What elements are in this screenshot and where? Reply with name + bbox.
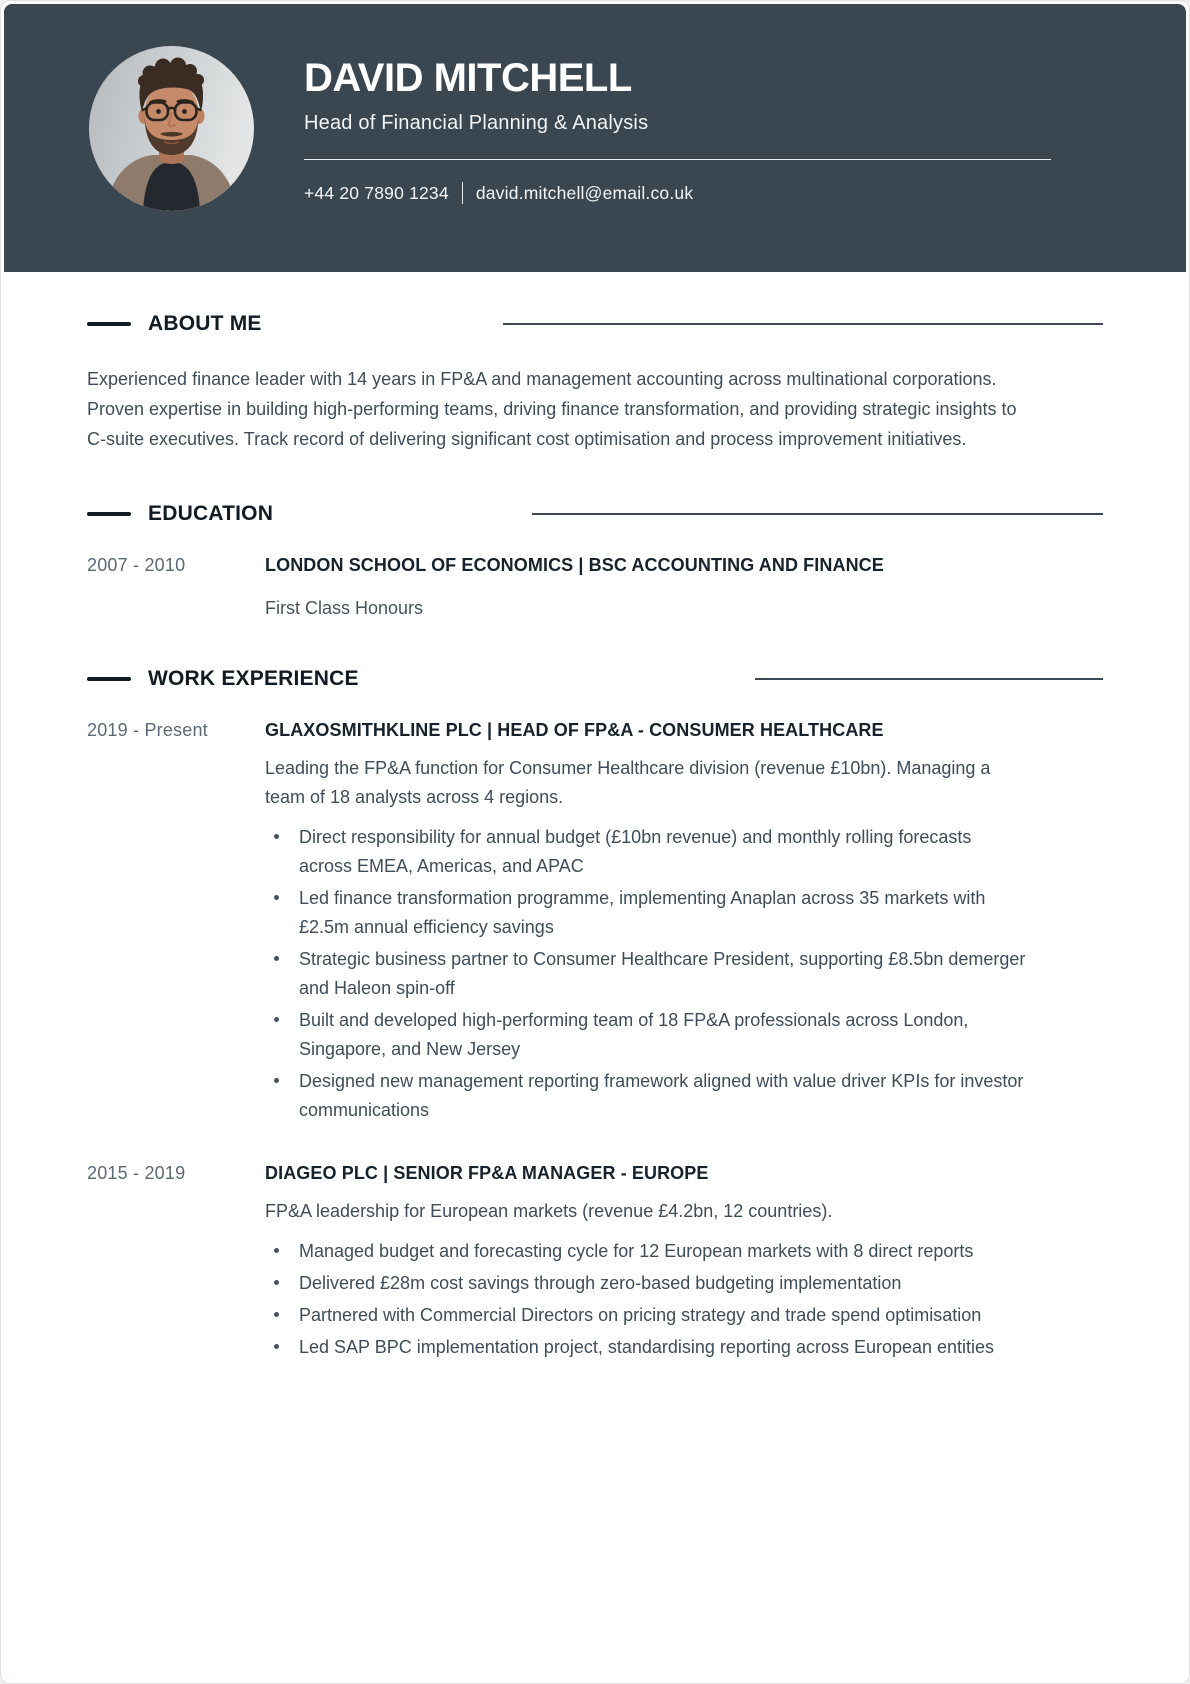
section-work-experience [87,667,1103,1365]
contact-separator [462,182,463,204]
bullet-item: Led SAP BPC implementation project, standardising reporting across European entities [265,1333,1027,1362]
education-entry-main [265,554,1027,619]
header-text-block [304,4,1051,204]
cv-header [4,4,1186,272]
experience-entry-title: DIAGEO PLC | SENIOR FP&A MANAGER - EUROPE [265,1163,709,1183]
education-entry-title: LONDON SCHOOL OF ECONOMICS | BSC ACCOUNTING AND FINANCE [265,555,884,575]
section-heading-work [87,667,1103,691]
cv-body [1,272,1189,1365]
bullet-item: Partnered with Commercial Directors on pricing strategy and trade spend optimisation [265,1301,1027,1330]
section-divider-education [532,513,1103,515]
section-heading-education [87,502,1103,526]
section-divider-about [503,323,1103,325]
about-text: Experienced finance leader with 14 years in FP&A and management accounting across multinational corporations. Proven expertise in building high-performing teams, driving finance transformation, and providing strategic insights to C-suite executives. Track record of delivering significant cost optimisation and process improvement initiatives. [87,369,1017,449]
experience-entry-summary: Leading the FP&A function for Consumer Healthcare division (revenue £10bn). Managing a team of 18 analysts across 4 regions. [265,758,991,807]
bullet-item: Led finance transformation programme, implementing Anaplan across 35 markets with £2.5m annual efficiency savings [265,884,1027,942]
section-education [87,502,1103,619]
bullet-item: Strategic business partner to Consumer Healthcare President, supporting £8.5bn demerger and Haleon spin-off [265,945,1027,1003]
bullet-item: Direct responsibility for annual budget (£10bn revenue) and monthly rolling forecasts across EMEA, Americas, and APAC [265,823,1027,881]
section-heading-about [87,312,1103,336]
education-dates: 2007 - 2010 [87,555,186,575]
section-divider-work [755,678,1103,680]
experience-entry-diageo [87,1162,1103,1365]
experience-entry-main [265,1162,1027,1365]
email-address: david.mitchell@email.co.uk [475,182,694,203]
heading-dash-icon [87,322,131,326]
bullet-item: Delivered £28m cost savings through zero-based budgeting implementation [265,1269,1027,1298]
education-entry-subtitle: First Class Honours [265,598,424,618]
experience-entry-title: GLAXOSMITHKLINE PLC | HEAD OF FP&A - CONSUMER HEALTHCARE [265,720,884,740]
heading-dash-icon [87,677,131,681]
experience-bullet-list [265,1237,1027,1362]
experience-entry-summary: FP&A leadership for European markets (revenue £4.2bn, 12 countries). [265,1201,833,1221]
candidate-name: DAVID MITCHELL [304,56,632,100]
section-title-about: ABOUT ME [148,312,262,335]
contact-row [304,182,1051,204]
job-title: Head of Financial Planning & Analysis [304,112,649,134]
section-title-education: EDUCATION [148,502,274,525]
experience-bullet-list [265,823,1027,1125]
experience-entry-main [265,719,1027,1128]
experience-dates: 2019 - Present [87,720,208,740]
phone-number: +44 20 7890 1234 [304,182,449,203]
section-about [87,312,1103,454]
experience-entry-gsk [87,719,1103,1128]
header-divider [304,159,1051,160]
bullet-item: Designed new management reporting framework aligned with value driver KPIs for investor communications [265,1067,1027,1125]
experience-dates: 2015 - 2019 [87,1163,186,1183]
bullet-item: Built and developed high-performing team of 18 FP&A professionals across London, Singapore, and New Jersey [265,1006,1027,1064]
bullet-item: Managed budget and forecasting cycle for 12 European markets with 8 direct reports [265,1237,1027,1266]
education-entry [87,554,1103,619]
profile-photo-illustration [89,46,254,211]
heading-dash-icon [87,512,131,516]
section-title-work: WORK EXPERIENCE [148,667,359,690]
profile-photo [89,46,254,211]
